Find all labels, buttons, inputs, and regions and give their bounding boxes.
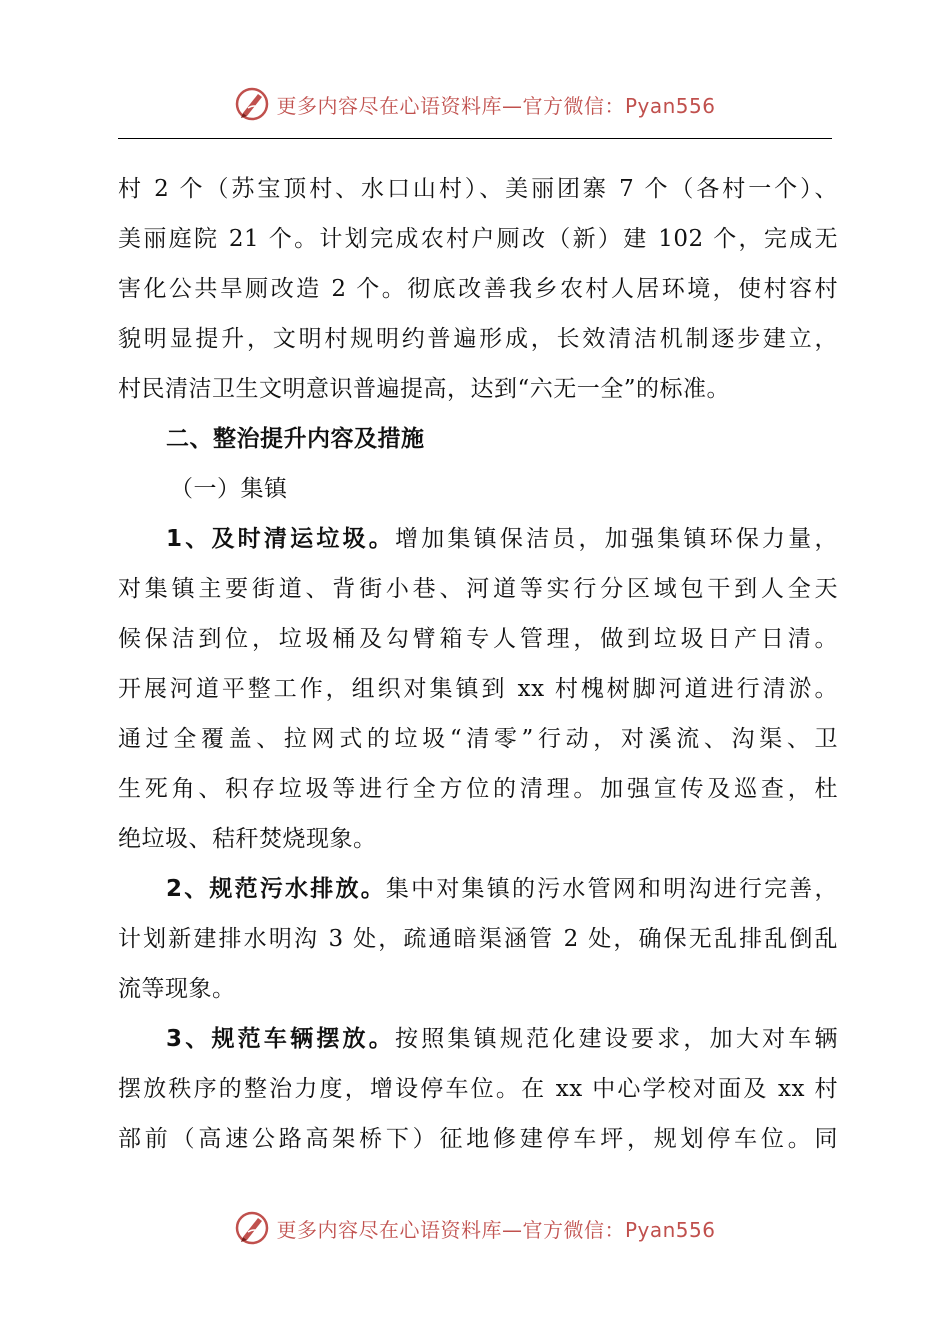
section-heading: 二、整治提升内容及措施: [166, 426, 425, 452]
text-line: 绝垃圾、秸秆焚烧现象。: [118, 826, 377, 852]
item-3-text: 按照集镇规范化建设要求，加大对车辆: [394, 1026, 838, 1052]
pen-logo-icon: [234, 1210, 270, 1246]
item-2-text: 集中对集镇的污水管网和明沟进行完善，: [385, 876, 838, 902]
item-1-first-line: [118, 514, 838, 564]
text-line: 部前（高速公路高架桥下）征地修建停车坪，规划停车位。同: [118, 1126, 838, 1152]
document-body: [118, 164, 838, 1164]
item-1-title: 1、及时清运垃圾。: [166, 526, 395, 552]
text-line: 计划新建排水明沟 3 处，疏通暗渠涵管 2 处，确保无乱排乱倒乱: [118, 926, 838, 952]
text-line: 流等现象。: [118, 976, 236, 1002]
text-line: 害化公共旱厕改造 2 个。彻底改善我乡农村人居环境，使村容村: [118, 276, 838, 302]
text-line: 候保洁到位，垃圾桶及勾臂箱专人管理，做到垃圾日产日清。: [118, 626, 838, 652]
item-2-title: 2、规范污水排放。: [166, 876, 386, 902]
text-line: 村民清洁卫生文明意识普遍提高，达到“六无一全”的标准。: [118, 376, 731, 402]
item-1-text: 增加集镇保洁员，加强集镇环保力量，: [394, 526, 838, 552]
item-2-first-line: [118, 864, 838, 914]
text-line: 貌明显提升，文明村规明约普遍形成，长效清洁机制逐步建立，: [118, 326, 838, 352]
item-3-first-line: [118, 1014, 838, 1064]
text-line: 美丽庭院 21 个。计划完成农村户厕改（新）建 102 个，完成无: [118, 226, 838, 252]
item-3-title: 3、规范车辆摆放。: [166, 1026, 395, 1052]
footer-watermark: [0, 1206, 950, 1250]
text-line: 摆放秩序的整治力度，增设停车位。在 xx 中心学校对面及 xx 村: [118, 1076, 838, 1102]
text-line: 对集镇主要街道、背街小巷、河道等实行分区域包干到人全天: [118, 576, 838, 602]
text-line: 生死角、积存垃圾等进行全方位的清理。加强宣传及巡查，杜: [118, 776, 838, 802]
header-divider: [118, 138, 832, 139]
watermark-text: 更多内容尽在心语资料库—官方微信：Pyan556: [276, 1217, 716, 1242]
pen-logo-icon: [234, 86, 270, 122]
text-line: 开展河道平整工作，组织对集镇到 xx 村槐树脚河道进行清淤。: [118, 676, 838, 702]
subsection-heading: （一）集镇: [170, 476, 288, 502]
watermark-text: 更多内容尽在心语资料库—官方微信：Pyan556: [276, 93, 716, 118]
text-line: 村 2 个（苏宝顶村、水口山村）、美丽团寨 7 个（各村一个）、: [118, 176, 838, 202]
text-line: 通过全覆盖、拉网式的垃圾“清零”行动，对溪流、沟渠、卫: [118, 726, 838, 752]
header-watermark: [0, 82, 950, 126]
